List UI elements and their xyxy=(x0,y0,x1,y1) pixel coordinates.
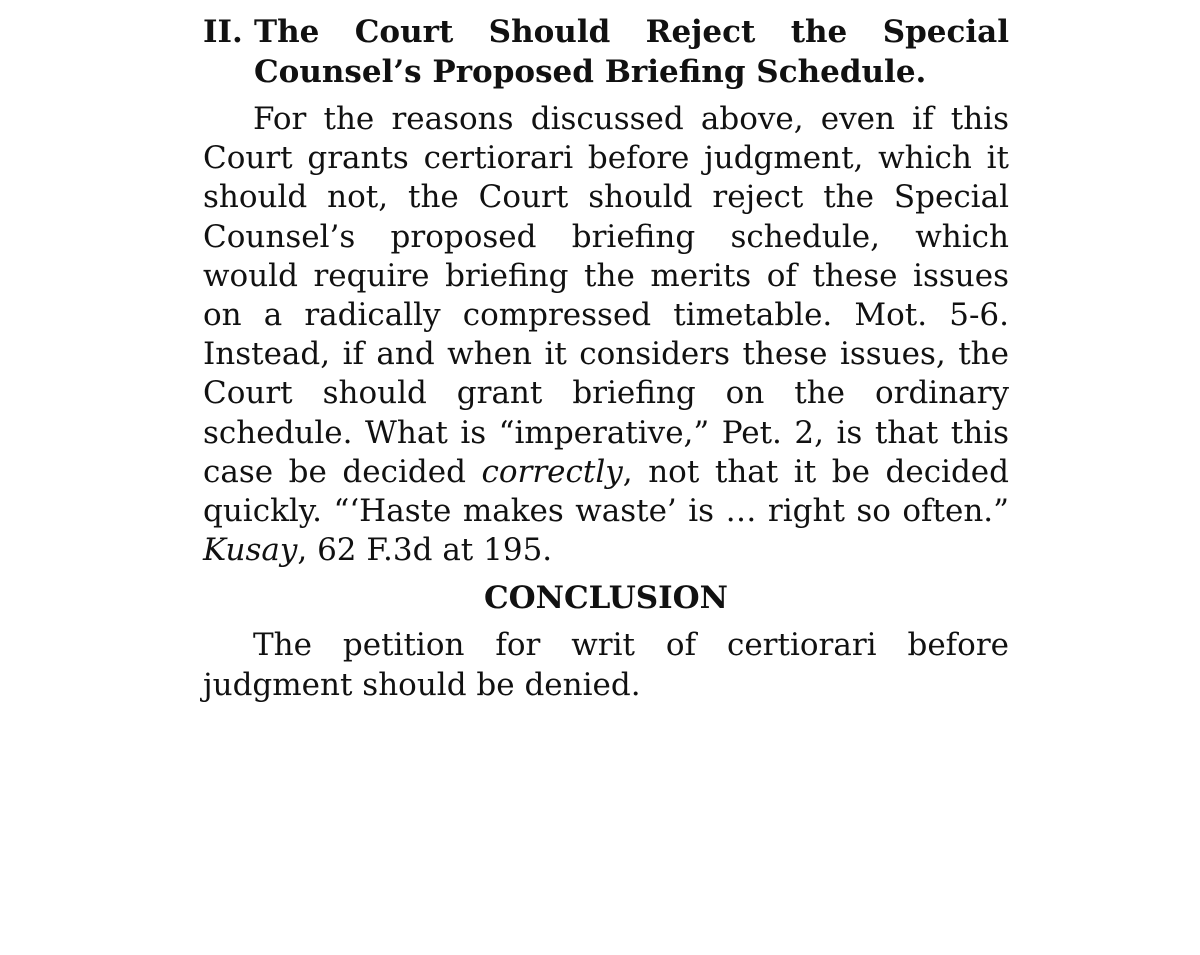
section-heading xyxy=(203,12,1009,92)
conclusion-paragraph: The petition for writ of certiorari before judgment should be denied. xyxy=(203,627,1009,703)
emphasis-correctly: correctly xyxy=(481,453,623,490)
section-title: The Court Should Reject the Special Counsel’s Proposed Briefing Schedule. xyxy=(254,14,1009,90)
body-paragraph xyxy=(203,100,1009,570)
paragraph-text-2: , not that it be decided quickly. “‘Haste makes waste’ is … right so often.” xyxy=(203,453,1010,530)
citation: , 62 F.3d at 195. xyxy=(297,532,553,569)
section-number: II. xyxy=(203,14,243,50)
conclusion-heading: CONCLUSION xyxy=(483,580,729,617)
paragraph-text-1: For the reasons discussed above, even if this Court grants certiorari before judgment, which it should not, the Court should reject the Special Counsel’s proposed briefing schedule, which would require briefing the merits of these issues on a radically compressed timetable. Mot. 5-6. Instead, if and when it considers these issues, the Court should grant briefing on the ordinary schedule. What is “imperative,” Pet. 2, is that this case be decided xyxy=(203,101,1009,490)
document-page xyxy=(203,12,1009,705)
case-name: Kusay xyxy=(203,532,298,569)
